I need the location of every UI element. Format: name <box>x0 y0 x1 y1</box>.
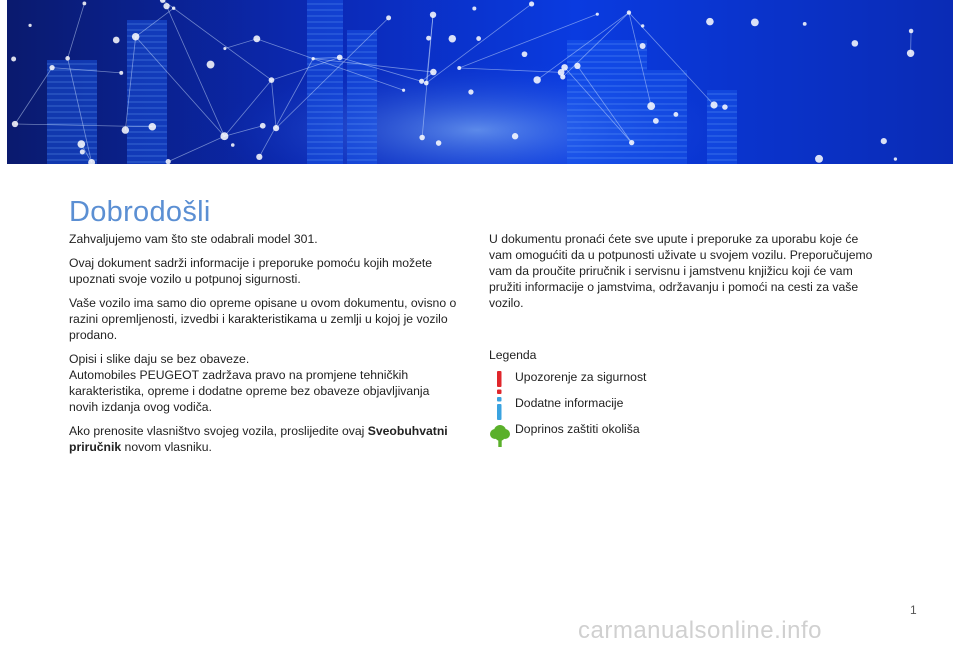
left-text-column <box>69 231 459 463</box>
info-icon <box>489 396 509 422</box>
disclaimer-line-1: Opisi i slike daju se bez obaveze. <box>69 352 250 366</box>
legend-label-safety: Upozorenje za sigurnost <box>515 370 647 384</box>
exclamation-icon <box>489 370 509 396</box>
paragraph-disclaimer <box>69 351 459 415</box>
right-text-column <box>489 231 879 319</box>
paragraph-guide: U dokumentu pronaći ćete sve upute i preporuke za uporabu koje će vam omogućiti da u potpunosti uživate u svojem vozilu. Preporučujemo vam da proučite priručnik i servisnu i jamstvenu knjižicu koji će vam pružiti informacije o jamstvima, održavanju i pomoći na cesti za vaše vozilo. <box>489 232 873 310</box>
network-city-graphic <box>7 0 953 164</box>
legend-title: Legenda <box>489 348 537 362</box>
paragraph-thanks: Zahvaljujemo vam što ste odabrali model 301. <box>69 232 318 246</box>
paragraph-ownership <box>69 423 459 455</box>
legend-label-environment: Doprinos zaštiti okoliša <box>515 422 640 436</box>
disclaimer-line-2: Automobiles PEUGEOT zadržava pravo na promjene tehničkih karakteristika, opreme i dodatne opreme bez obaveze objavljivanja novih izdanja ovog vodiča. <box>69 368 430 414</box>
manual-name: Sveobuhvatni priručnik <box>69 424 448 454</box>
page-title: Dobrodošli <box>69 196 211 228</box>
tree-icon <box>488 422 510 448</box>
ownership-text-post: novom vlasniku. <box>121 440 212 454</box>
paragraph-equipment: Vaše vozilo ima samo dio opreme opisane u ovom dokumentu, ovisno o razini opremljenosti, izvedbi i karakteristikama u zemlji u kojoj je vozilo prodano. <box>69 296 457 342</box>
watermark: carmanualsonline.info <box>578 617 822 644</box>
legend-label-info: Dodatne informacije <box>515 396 624 410</box>
ownership-text-pre: Ako prenosite vlasništvo svojeg vozila, proslijedite ovaj <box>69 424 368 438</box>
page-number: 1 <box>910 603 917 617</box>
paragraph-info: Ovaj dokument sadrži informacije i preporuke pomoću kojih možete upoznati svoje vozilo u potpunoj sigurnosti. <box>69 256 433 286</box>
header-banner-image <box>7 0 953 164</box>
